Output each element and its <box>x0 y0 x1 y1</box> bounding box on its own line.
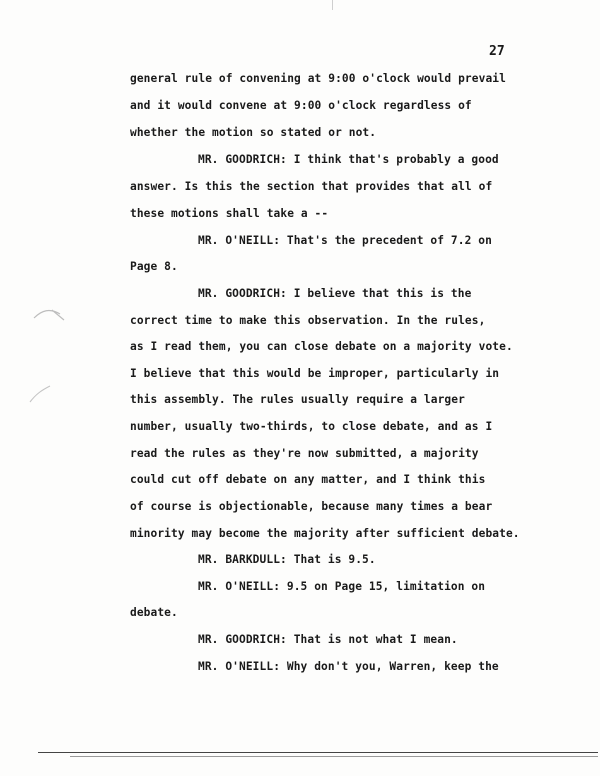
transcript-line: read the rules as they're now submitted, a majority <box>130 447 479 460</box>
speaker-line: MR. GOODRICH: I believe that this is the <box>198 287 472 300</box>
margin-pencil-mark <box>26 380 56 410</box>
bottom-rule <box>70 756 598 757</box>
speaker-line: MR. GOODRICH: I think that's probably a good <box>198 153 499 166</box>
page-number: 27 <box>489 44 505 59</box>
transcript-line: Page 8. <box>130 260 178 273</box>
top-edge-mark <box>332 0 333 10</box>
speaker-line: MR. BARKDULL: That is 9.5. <box>198 553 376 566</box>
speaker-line: MR. O'NEILL: Why don't you, Warren, keep the <box>198 660 499 673</box>
transcript-line: and it would convene at 9:00 o'clock regardless of <box>130 99 472 112</box>
transcript-line: as I read them, you can close debate on a majority vote. <box>130 340 513 353</box>
transcript-line: of course is objectionable, because many times a bear <box>130 500 493 513</box>
transcript-line: correct time to make this observation. In the rules, <box>130 314 486 327</box>
speaker-line: MR. O'NEILL: 9.5 on Page 15, limitation on <box>198 580 486 593</box>
transcript-line: debate. <box>130 606 178 619</box>
transcript-line: minority may become the majority after sufficient debate. <box>130 527 520 540</box>
transcript-line: general rule of convening at 9:00 o'clock would prevail <box>130 72 506 85</box>
transcript-line: whether the motion so stated or not. <box>130 126 377 139</box>
transcript-line: answer. Is this the section that provides that all of <box>130 180 493 193</box>
transcript-line: number, usually two-thirds, to close debate, and as I <box>130 420 493 433</box>
transcript-line: this assembly. The rules usually require a larger <box>130 393 465 406</box>
transcript-line: could cut off debate on any matter, and I think this <box>130 473 486 486</box>
margin-pencil-mark <box>30 300 70 330</box>
transcript-line: I believe that this would be improper, particularly in <box>130 367 500 380</box>
transcript-line: these motions shall take a -- <box>130 207 329 220</box>
speaker-line: MR. GOODRICH: That is not what I mean. <box>198 633 458 646</box>
bottom-rule <box>38 752 598 753</box>
speaker-line: MR. O'NEILL: That's the precedent of 7.2 on <box>198 234 492 247</box>
